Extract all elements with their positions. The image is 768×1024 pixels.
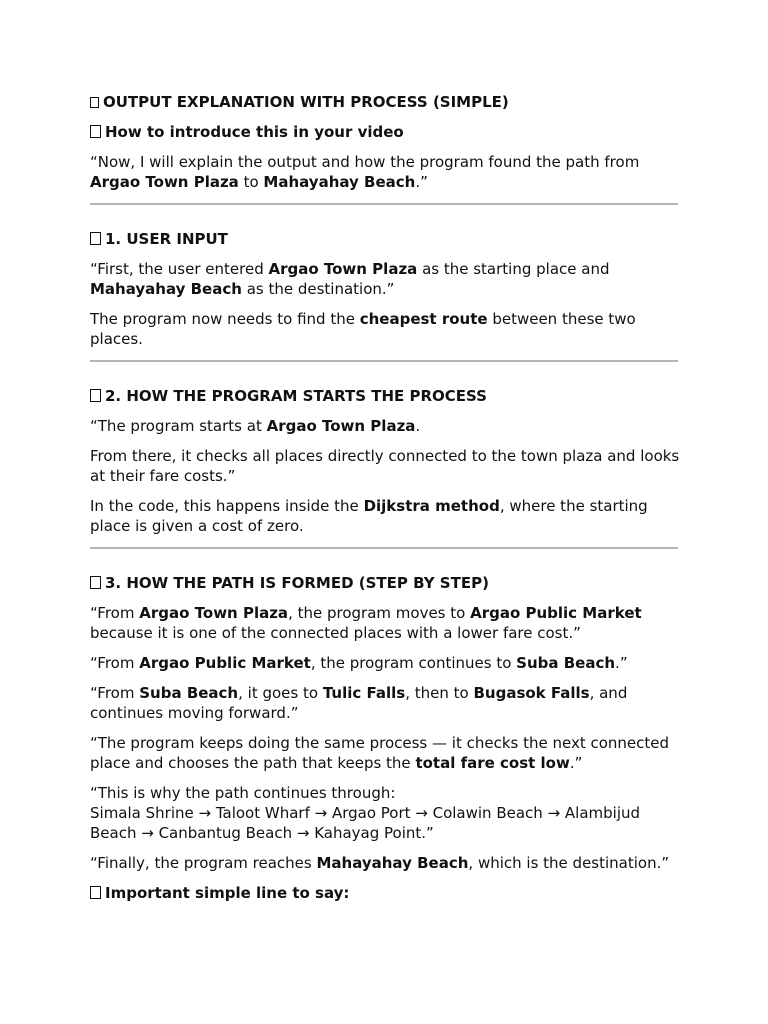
missing-glyph-icon [90, 886, 101, 899]
section-3-paragraph-5 [90, 783, 680, 843]
bold-text-run: Mahayahay Beach [90, 280, 242, 298]
section-divider [90, 547, 678, 549]
bold-text-run: total fare cost low [415, 754, 570, 772]
section-1-heading [90, 229, 680, 249]
bold-text-run: Tulic Falls [322, 684, 406, 702]
bold-text-run: Argao Town Plaza [90, 173, 239, 191]
bold-text-run: cheapest route [359, 310, 488, 328]
bold-text-run: Argao Public Market [470, 604, 642, 622]
text-run: , the program continues to [310, 654, 517, 672]
intro-heading-text: How to introduce this in your video [105, 123, 404, 141]
text-run: “From [90, 654, 140, 672]
section-3-paragraph-4 [90, 733, 680, 773]
text-run: “From [90, 604, 140, 622]
document-content [90, 92, 680, 913]
text-run: “The program keeps doing the same process — it checks the next connected place and chooses the path that keeps the [90, 734, 670, 772]
text-run: , which is the destination.” [468, 854, 670, 872]
bold-text-run: Argao Town Plaza [268, 260, 418, 278]
section-3-paragraph-3 [90, 683, 680, 723]
section-3-paragraph-6 [90, 853, 680, 873]
missing-glyph-icon [90, 389, 101, 402]
closing-heading [90, 883, 680, 903]
page-title [90, 92, 680, 112]
section-divider [90, 360, 678, 362]
text-run: “Finally, the program reaches [90, 854, 317, 872]
section-2-paragraph-1 [90, 416, 680, 436]
bold-text-run: Dijkstra method [363, 497, 500, 515]
text-run: “The program starts at [90, 417, 267, 435]
bold-text-run: Mahayahay Beach [316, 854, 469, 872]
text-run: “Now, I will explain the output and how the program found the path from [90, 153, 640, 171]
text-run: .” [615, 654, 628, 672]
text-run: as the starting place and [417, 260, 610, 278]
text-run: , where the starting place is given a cost of zero. [90, 497, 648, 535]
text-run: .” [569, 754, 583, 772]
text-run: to [238, 173, 264, 191]
text-run: as the destination.” [241, 280, 395, 298]
text-run: “First, the user entered [90, 260, 269, 278]
intro-heading [90, 122, 680, 142]
section-2-paragraph-2: From there, it checks all places directly connected to the town plaza and looks at their fare costs.” [90, 447, 680, 485]
bold-text-run: Argao Town Plaza [266, 417, 416, 435]
section-3-paragraph-1 [90, 603, 680, 643]
text-run: between these two places. [90, 310, 636, 348]
missing-glyph-icon [90, 576, 101, 589]
closing-heading-text: Important simple line to say: [105, 884, 350, 902]
text-run: , then to [405, 684, 474, 702]
path-sequence-text: Simala Shrine → Taloot Wharf → Argao Port → Colawin Beach → Alambijud Beach → Canbantug Beach → Kahayag Point.” [90, 804, 641, 842]
section-3-heading-text: 3. HOW THE PATH IS FORMED (STEP BY STEP) [105, 574, 489, 592]
bold-text-run: Suba Beach [139, 684, 239, 702]
bold-text-run: Bugasok Falls [473, 684, 590, 702]
section-1-heading-text: 1. USER INPUT [105, 230, 228, 248]
bold-text-run: Argao Town Plaza [139, 604, 289, 622]
text-run: , it goes to [238, 684, 323, 702]
section-1-paragraph-2 [90, 309, 680, 349]
intro-paragraph [90, 152, 680, 192]
section-2-heading [90, 386, 680, 406]
text-run: , the program moves to [288, 604, 471, 622]
text-run: because it is one of the connected places with a lower fare cost.” [90, 624, 581, 642]
text-run: In the code, this happens inside the [90, 497, 364, 515]
missing-glyph-icon [90, 125, 101, 138]
bold-text-run: Mahayahay Beach [263, 173, 416, 191]
section-1-paragraph-1 [90, 259, 680, 299]
section-3-paragraph-2 [90, 653, 680, 673]
section-2-paragraph-3 [90, 496, 680, 536]
bold-text-run: Argao Public Market [139, 654, 311, 672]
text-run: “From [90, 684, 140, 702]
section-3-heading [90, 573, 680, 593]
section-2-heading-text: 2. HOW THE PROGRAM STARTS THE PROCESS [105, 387, 487, 405]
text-run: . [415, 417, 421, 435]
text-run: The program now needs to find the [90, 310, 360, 328]
bold-text-run: Suba Beach [516, 654, 616, 672]
text-run: , and continues moving forward.” [90, 684, 628, 722]
missing-glyph-icon [90, 232, 101, 245]
text-run: .” [415, 173, 428, 191]
missing-glyph-icon [90, 97, 99, 108]
page-title-text: OUTPUT EXPLANATION WITH PROCESS (SIMPLE) [103, 93, 509, 111]
text-line: “This is why the path continues through: [90, 784, 396, 802]
section-divider [90, 203, 678, 205]
